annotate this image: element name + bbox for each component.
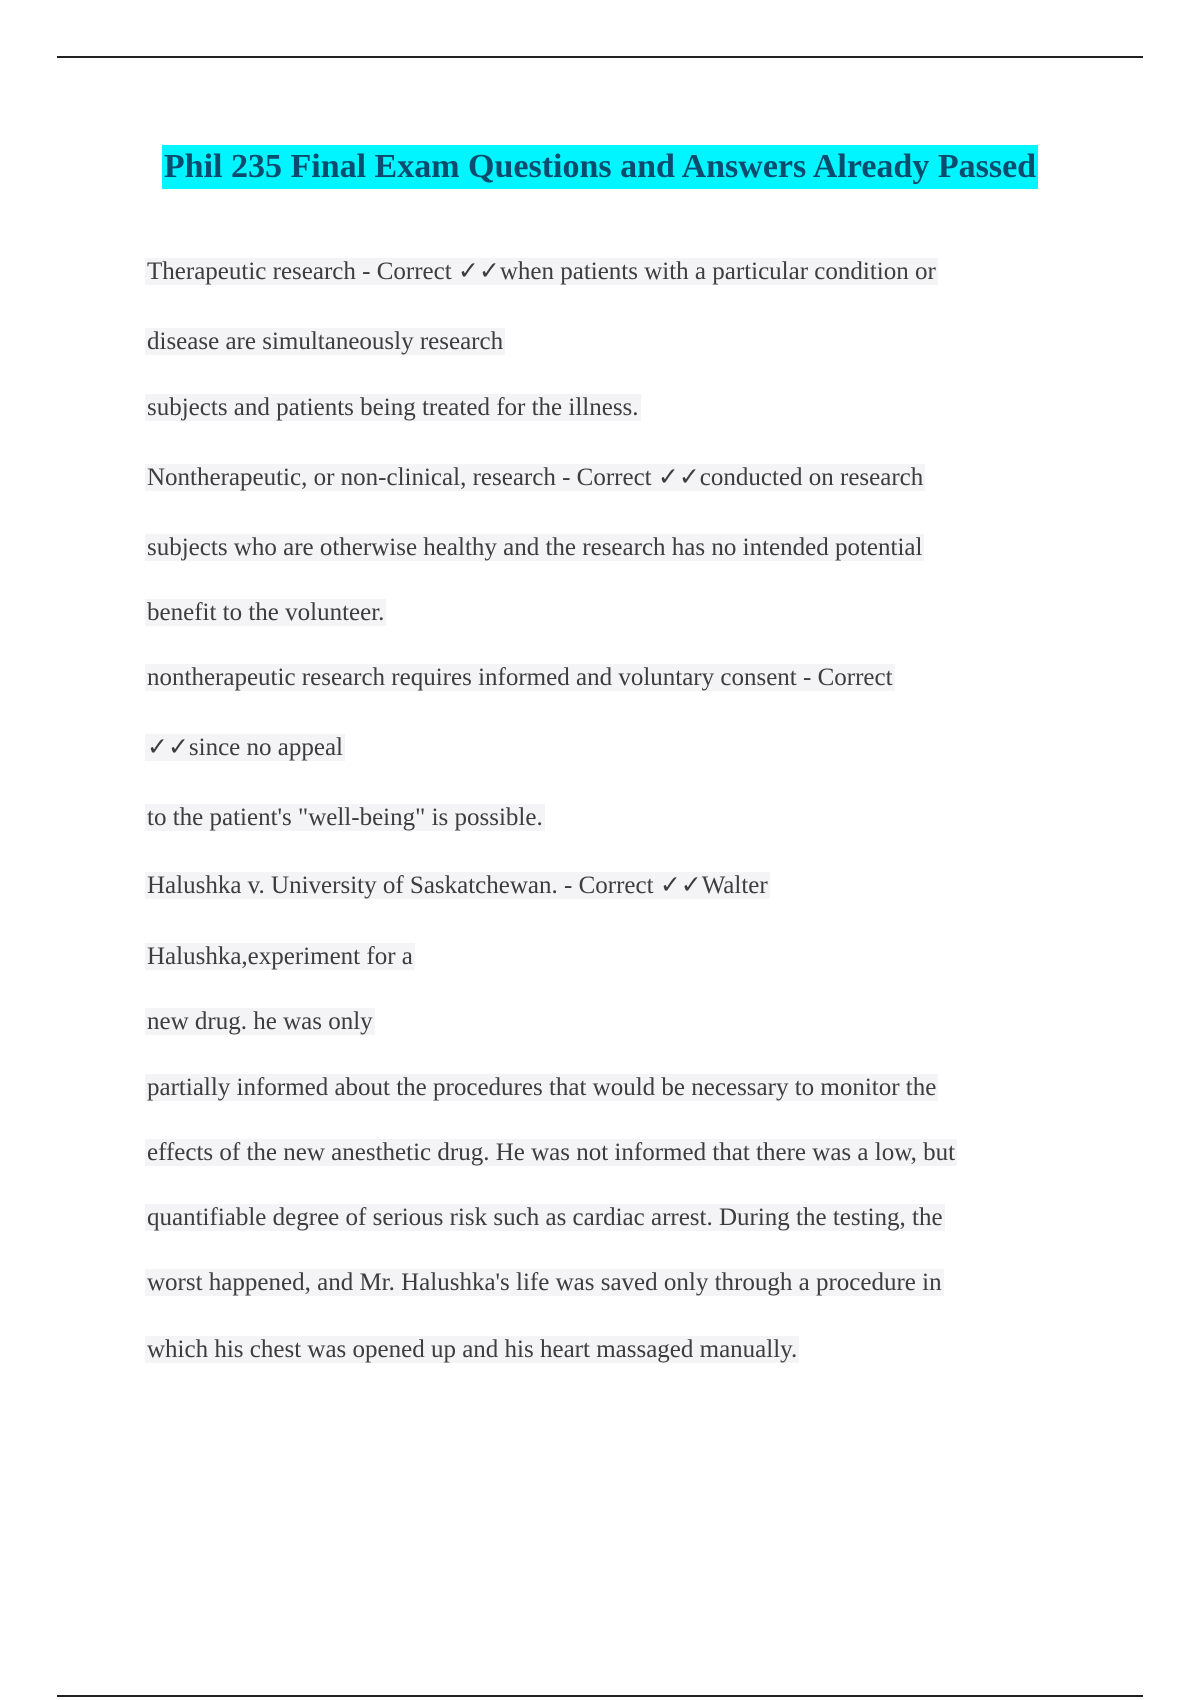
text-line: partially informed about the procedures that would be necessary to monitor the [147, 1074, 937, 1101]
text-line: subjects who are otherwise healthy and the research has no intended potential [147, 534, 923, 561]
text-line: new drug. he was only [147, 1008, 373, 1035]
text-line: which his chest was opened up and his heart massaged manually. [147, 1336, 798, 1363]
text-line: Therapeutic research - Correct ✓✓when patients with a particular condition or [147, 258, 936, 285]
text-line: Halushka v. University of Saskatchewan. - Correct ✓✓Walter [147, 872, 768, 899]
document-title: Phil 235 Final Exam Questions and Answers Already Passed [162, 145, 1038, 189]
text-line: Nontherapeutic, or non-clinical, research - Correct ✓✓conducted on research [147, 464, 924, 491]
top-rule [57, 56, 1143, 58]
text-line: to the patient's "well-being" is possible. [147, 804, 543, 831]
text-line: disease are simultaneously research [147, 328, 504, 355]
text-line: quantifiable degree of serious risk such as cardiac arrest. During the testing, the [147, 1204, 943, 1231]
text-line: effects of the new anesthetic drug. He was not informed that there was a low, but [147, 1139, 956, 1166]
text-line: worst happened, and Mr. Halushka's life was saved only through a procedure in [147, 1269, 942, 1296]
bottom-rule [57, 1695, 1143, 1697]
text-line: Halushka,experiment for a [147, 943, 413, 970]
text-line: benefit to the volunteer. [147, 599, 385, 626]
text-line: nontherapeutic research requires informed and voluntary consent - Correct [147, 664, 893, 691]
text-line: ✓✓since no appeal [147, 734, 343, 761]
title-container [0, 145, 1200, 189]
text-line: subjects and patients being treated for the illness. [147, 394, 639, 421]
